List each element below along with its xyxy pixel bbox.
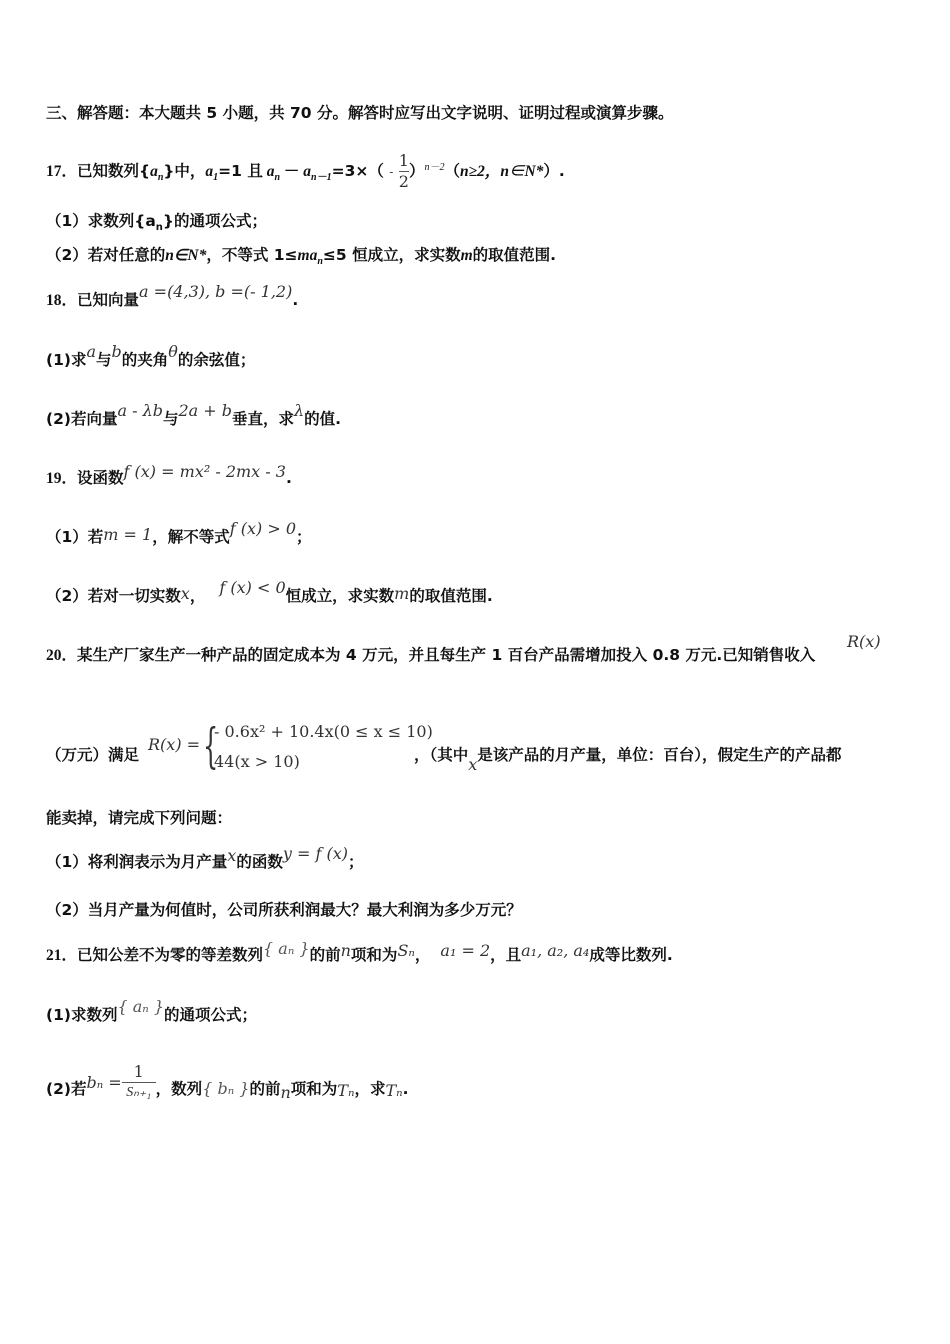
q18-p2-text: (2)若向量 [46,410,118,428]
question-number: 20． [46,647,78,664]
q20-case-2: 44(x > 10) [214,752,300,771]
q17-text: （ [444,162,460,180]
fraction-bar [122,1082,156,1083]
question-number: 18． [46,292,78,309]
q20-line-2-rest [414,745,842,774]
q19-p1-text: （1）若 [46,528,104,546]
fraction-denominator: 2 [398,172,409,191]
q17-an: $a_n$ [150,163,164,184]
q18-theta: θ [168,342,178,361]
q18-vector-b: b [111,342,122,361]
q18-expr-2: 2a + b [178,401,233,420]
q17-text: }中， [163,162,206,180]
q18-end: . [292,291,299,309]
q20-x: x [468,755,478,774]
fraction-numerator: 1 [398,151,409,170]
q19-x: x [180,584,190,603]
q19-p2-text: 恒成立，求实数 [285,587,395,605]
q21-text: 成等比数列. [589,946,673,964]
q18-p2-text: 的值. [304,410,342,428]
q18-vector-a: a [86,342,96,361]
q17-text: =1 且 [218,162,263,180]
q21-sequence: { aₙ } [117,997,165,1016]
q21-Sn: Sₙ [397,941,415,960]
q21-text: 项和为 [350,946,398,964]
q19-m: m [394,584,410,603]
question-19-part-2 [46,578,493,606]
q17-part1-end: }的通项公式； [162,212,267,230]
q21-Tn: Tₙ [385,1081,403,1100]
question-21-stem [46,939,673,966]
q21-p2-text: ，求 [354,1080,386,1098]
q19-p1-text: ，解不等式 [152,528,230,546]
q17-minus: － [283,162,300,180]
q20-p1-text: （1）将利润表示为月产量 [46,853,228,871]
question-18-stem [46,282,299,311]
q17-text: ）. [543,162,565,180]
q21-sequence: { aₙ } [263,939,310,958]
q18-expr-1: a - λb [117,401,163,420]
question-20-stem [46,645,815,666]
q21-bn-sequence: { bₙ } [202,1079,250,1098]
q19-function: f (x) = mx² - 2mx - 3 [123,462,286,481]
question-20-part-1 [46,844,364,872]
q18-p1-text: (1)求 [46,351,87,369]
q18-vectors: a =(4,3), b =(- 1,2) [139,282,293,301]
q20-p1-text: ； [347,853,364,871]
q21-bn: bₙ = [86,1073,122,1092]
question-20-part-2: （2）当月产量为何值时，公司所获利润最大？最大利润为多少万元？ [46,901,522,919]
q19-p2-text: （2）若对一切实数 [46,587,181,605]
q17-an-1: $a_{n-1}$ [299,163,332,184]
q20-case-1: - 0.6x² + 10.4x(0 ≤ x ≤ 10) [214,722,433,741]
q19-text: 设函数 [77,469,124,487]
q21-a1: a₁ = 2 [440,941,491,960]
q17-part2-ma: ma [297,247,318,264]
q21-n: n [340,941,351,960]
question-number: 21． [46,947,78,964]
q21-text: ，且 [490,946,522,964]
q21-Tn: Tₙ [337,1081,355,1100]
piecewise-brace: { [203,718,219,774]
q17-part2-text: 的取值范围. [472,246,557,264]
q17-a1: $a_1$ [205,163,219,184]
q18-text: 已知向量 [77,291,140,309]
question-number: 19． [46,470,78,487]
question-20-line-3: 能卖掉，请完成下列问题： [46,809,233,827]
q17-part2-sub: n [317,256,323,268]
q21-fraction [122,1063,156,1102]
fraction-denominator: Sₙ₊₁ [126,1085,152,1100]
q17-exponent: n－2 [424,161,445,173]
q21-text: 已知公差不为零的等差数列 [77,946,264,964]
q21-p2-text: 的前 [249,1080,281,1098]
q20-function: y = f (x) [282,844,348,863]
q17-part2-m: m [460,247,473,264]
q17-part2-text: （2）若对任意的 [46,246,166,264]
question-17-stem [46,152,565,191]
q17-text: =3×（ [331,162,384,180]
fraction-numerator: 1 [133,1062,144,1081]
q21-p1-text: 的通项公式； [164,1006,258,1024]
q20-R-definition: R(x) = [148,735,201,754]
q19-end: . [285,469,292,487]
q18-p2-text: 垂直，求 [232,410,295,428]
question-21-part-2 [46,1062,409,1102]
q20-p1-text: 的函数 [236,853,283,871]
q19-p2-text: 的取值范围. [409,587,493,605]
q20-revenue-symbol: R(x) [847,632,881,651]
question-19-stem [46,462,292,489]
q20-text: （万元）满足 [46,746,140,764]
q17-part2-text: ≤5 恒成立，求实数 [322,246,461,264]
q21-text: 的前 [309,946,341,964]
q21-p2-text: 项和为 [290,1080,338,1098]
q20-text: 某生产厂家生产一种产品的固定成本为 4 万元，并且每生产 1 百台产品需增加投入 0.8 万元.已知销售收入 [77,646,816,664]
q18-p1-text: 与 [96,351,112,369]
question-18-part-1 [46,342,256,370]
q17-part2-text: ，不等式 1≤ [206,246,298,264]
q18-p1-text: 的夹角 [121,351,169,369]
q17-an2: $a_n$ [262,163,281,184]
q17-part2-cond: n∈N* [165,247,207,264]
q17-text: ） [408,162,425,180]
q21-terms: a₁, a₂, a₄ [521,941,590,960]
section-heading: 三、解答题：本大题共 5 小题，共 70 分。解答时应写出文字说明、证明过程或演算步骤。 [46,104,674,122]
question-17-part-1 [46,211,267,238]
question-number: 17． [46,163,78,180]
q19-p1-text: ； [296,528,312,546]
q19-inequality-2: f (x) < 0 [219,578,286,597]
q21-n: n [280,1083,291,1102]
question-18-part-2 [46,401,342,429]
q18-lambda: λ [294,401,305,420]
q18-p1-text: 的余弦值； [177,351,256,369]
q21-p1-text: (1)求数列 [46,1006,118,1024]
q21-p2-text: ，数列 [155,1080,203,1098]
q21-p2-text: . [402,1080,409,1098]
q19-inequality: f (x) > 0 [229,519,297,538]
question-21-part-1 [46,997,258,1025]
question-17-part-2 [46,245,556,272]
q20-text: 是该产品的月产量，单位：百台），假定生产的产品都 [477,746,842,764]
q18-p2-text: 与 [162,410,179,428]
question-20-line-2 [46,745,139,765]
q17-text: 已知数列{ [77,162,151,180]
q21-text: ， [414,946,431,964]
q17-part1-text: （1）求数列{a [46,212,156,230]
q19-m-value: m = 1 [103,525,153,544]
q17-condition: n≥2，n∈N* [459,163,544,180]
q20-x: x [227,846,237,865]
q19-p2-text: ， [189,587,206,605]
q21-p2-text: (2)若 [46,1080,87,1098]
q17-neg: - [389,165,394,179]
q17-fraction [399,152,409,191]
q20-text: ，（其中 [414,746,469,764]
question-19-part-1 [46,519,312,547]
q17-part1-sub: n [155,222,163,234]
